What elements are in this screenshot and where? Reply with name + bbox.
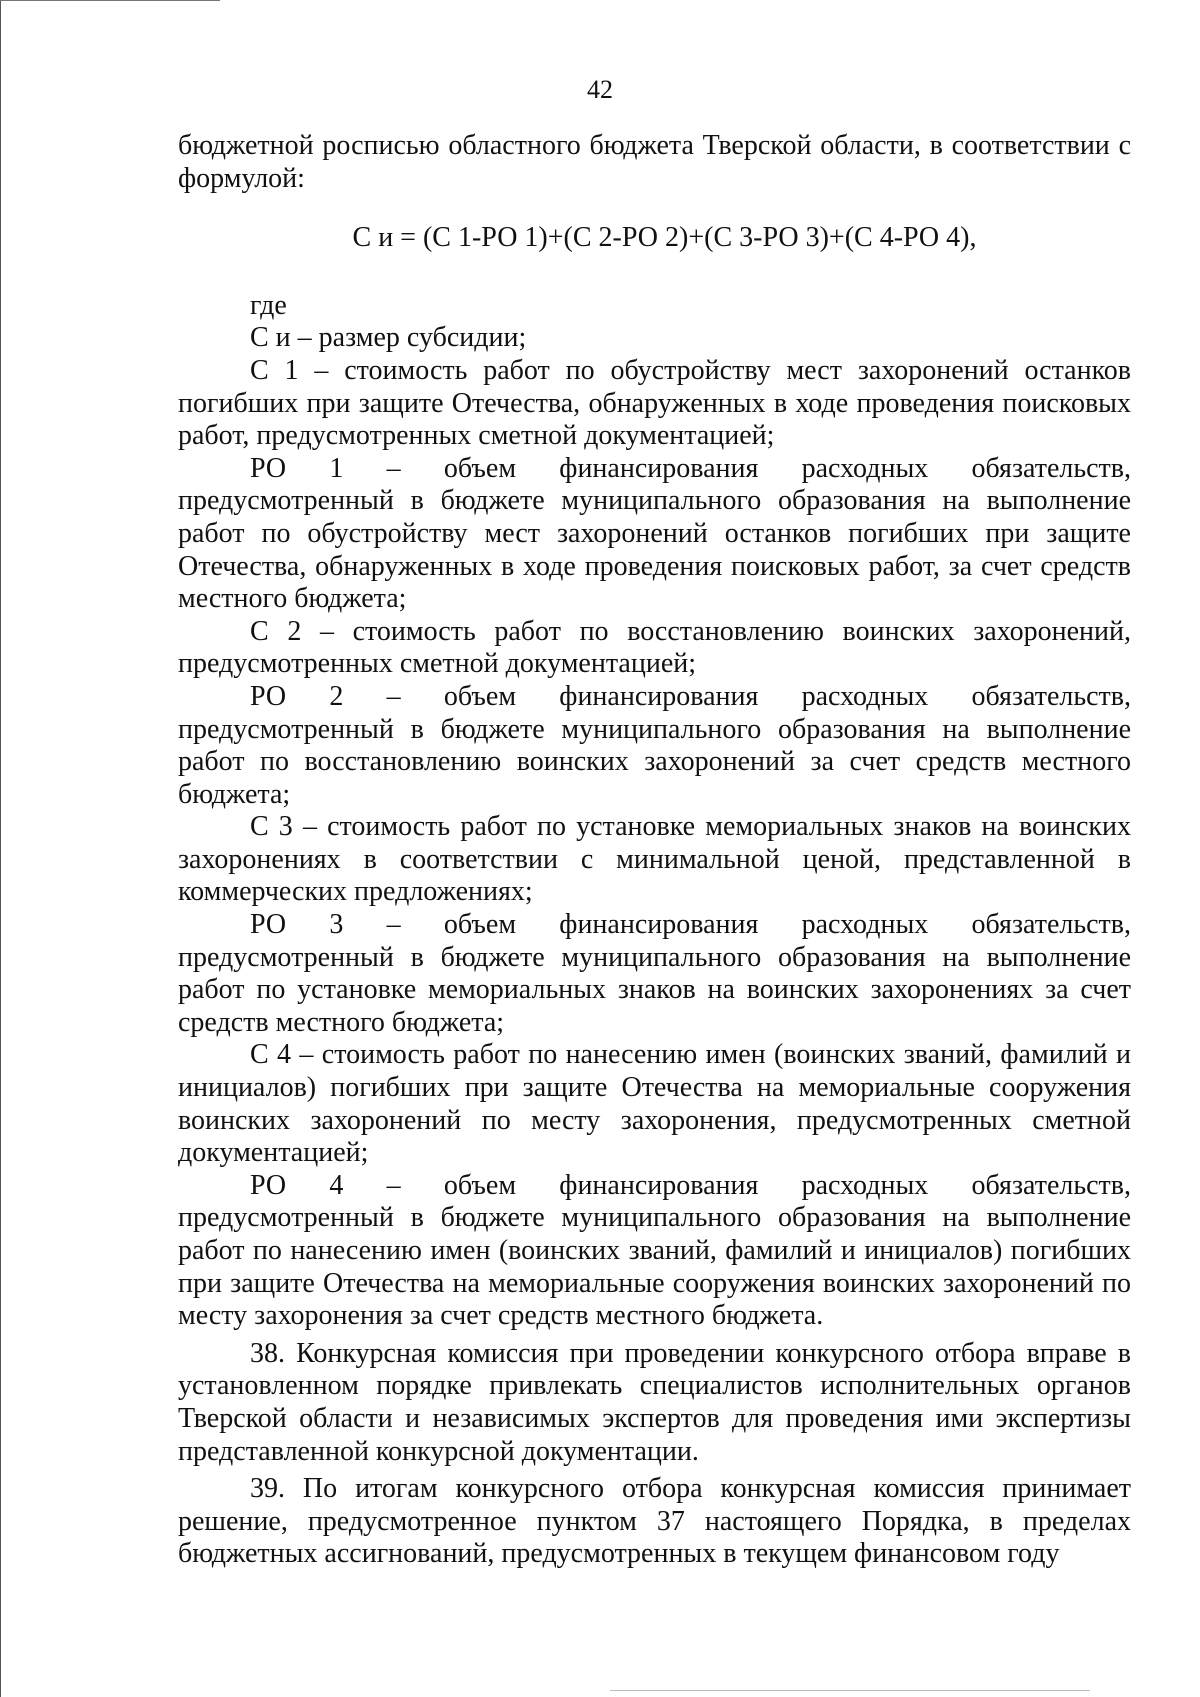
definition-c4: С 4 – стоимость работ по нанесению имен (воинских званий, фамилий и инициалов) погибших при защите Отечества на мемориальные сооружения воинских захоронений по месту захоронения, предусмотренных сметной документацией; (178, 1039, 1131, 1169)
paragraph-39: 39. По итогам конкурсного отбора конкурсная комиссия принимает решение, предусмотренное пунктом 37 настоящего Порядка, в пределах бюджетных ассигнований, предусмотренных в текущем финансовом году (178, 1473, 1131, 1570)
definition-c2: С 2 – стоимость работ по восстановлению воинских захоронений, предусмотренных сметной документацией; (178, 615, 1131, 680)
scan-top-line (0, 0, 220, 1)
definition-po2-first-line: РО 2 – объем финансирования расходных обязательств, (250, 680, 1131, 712)
definition-ci: С и – размер субсидии; (250, 322, 527, 354)
definition-po4-rest: предусмотренный в бюджете муниципального образования на выполнение работ по нанесению имен (воинских званий, фамилий и инициалов) погибших при защите Отечества на мемориальные сооружения воинских захоронений по месту захоронения за счет средств местного бюджета. (178, 1202, 1131, 1332)
definition-po1-first-line: РО 1 – объем финансирования расходных обязательств, (250, 452, 1131, 484)
definition-c3: С 3 – стоимость работ по установке мемориальных знаков на воинских захоронениях в соответствии с минимальной ценой, представленной в коммерческих предложениях; (178, 811, 1131, 908)
definition-c1: С 1 – стоимость работ по обустройству мест захоронений останков погибших при защите Отечества, обнаруженных в ходе проведения поисковых работ, предусмотренных сметной документацией; (178, 354, 1131, 452)
definition-po4-first-line: РО 4 – объем финансирования расходных обязательств, (250, 1169, 1131, 1201)
paragraph-38: 38. Конкурсная комиссия при проведении конкурсного отбора вправе в установленном порядке привлекать специалистов исполнительных органов Тверской области и независимых экспертов для проведения ими экспертизы представленной конкурсной документации. (178, 1337, 1131, 1467)
definition-po2-rest: предусмотренный в бюджете муниципального образования на выполнение работ по восстановлению воинских захоронений за счет средств местного бюджета; (178, 713, 1131, 810)
definition-po3-first-line: РО 3 – объем финансирования расходных обязательств, (250, 909, 1131, 941)
page-number: 42 (587, 75, 613, 104)
subsidy-formula: С и = (С 1-РО 1)+(С 2-РО 2)+(С 3-РО 3)+(С 4-РО 4), (352, 222, 977, 254)
document-body (178, 130, 1131, 1571)
scan-bottom-line (610, 1690, 1090, 1691)
definition-po3-rest: предусмотренный в бюджете муниципального образования на выполнение работ по установке мемориальных знаков на воинских захоронениях за счет средств местного бюджета; (178, 941, 1131, 1038)
paragraph-where: где (250, 289, 287, 321)
paragraph-intro: бюджетной росписью областного бюджета Тверской области, в соответствии с формулой: (178, 130, 1131, 194)
scan-edge-line (0, 0, 1, 1697)
definition-po1-rest: предусмотренный в бюджете муниципального образования на выполнение работ по обустройству мест захоронений останков погибших при защите Отечества, обнаруженных в ходе проведения поисковых работ, за счет средств местного бюджета; (178, 485, 1131, 615)
